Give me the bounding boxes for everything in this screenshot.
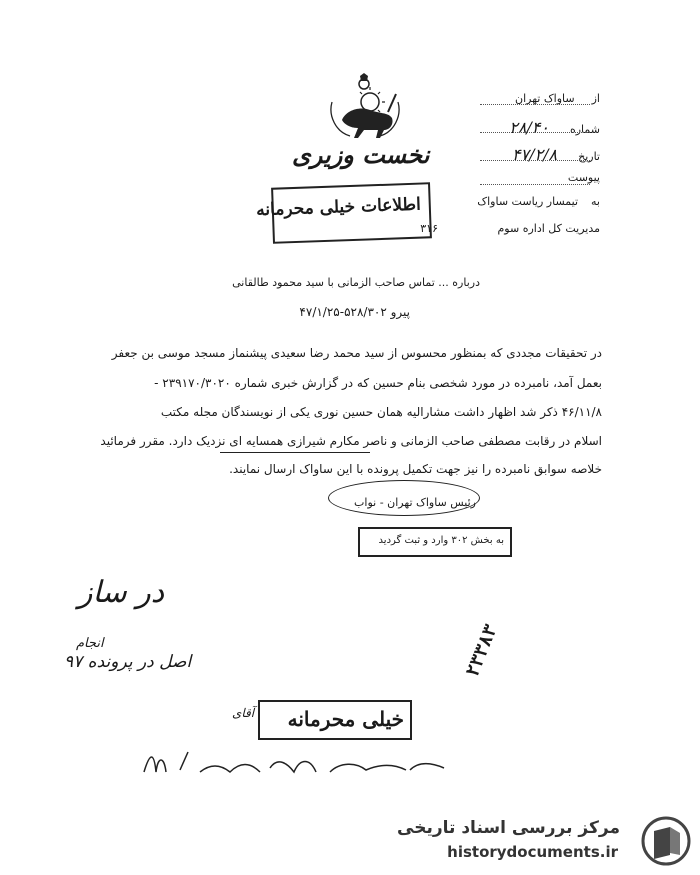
from-value: ساواک تهران [515, 92, 575, 105]
date-value: ۴۷/۲/۸ [511, 145, 558, 164]
side-number: ۲۳۳۸۳ [462, 621, 502, 680]
from-label: از [591, 92, 600, 105]
number-dotted-line [480, 132, 590, 133]
dept-line: مدیریت کل اداره سوم [497, 222, 600, 235]
footer-url: historydocuments.ir [447, 843, 618, 861]
hand-note-small: انجام [76, 636, 104, 651]
typed-signature: رئیس ساواک تهران - نواب [354, 496, 476, 509]
classification-stamp [255, 182, 432, 244]
dept-code: ۳۱۶ [420, 222, 438, 235]
body-line-2: بعمل آمد، نامبرده در مورد شخصی بنام حسین که در گزارش خبری شماره ۲۳۹۱۷۰/۳۰۲۰ - [154, 376, 602, 390]
hand-note-label: آقای [232, 706, 255, 720]
number-row [509, 118, 600, 137]
date-label: تاریخ [578, 150, 600, 163]
bottom-stamp-text: خیلی محرمانه [287, 707, 404, 731]
subject-value: تماس صاحب الزمانی با سید محمود طالقانی [232, 276, 435, 289]
number-label: شماره [569, 123, 600, 136]
to-row [477, 195, 600, 208]
from-dotted-line [480, 104, 590, 105]
attachment-label: پیوست [567, 171, 600, 184]
history-documents-logo-icon [640, 815, 692, 867]
footer-title: مرکز بررسی اسناد تاریخی [397, 818, 620, 838]
body-line-3: ۴۶/۱۱/۸ ذکر شد اظهار داشت مشارالیه همان حسین نوری یکی از نویسندگان مجله مکتب [160, 405, 602, 419]
hand-note-top: در ساز [78, 575, 165, 610]
attachment-dotted-line [480, 184, 590, 185]
subject-label: درباره [452, 276, 480, 289]
received-stamp [358, 527, 512, 557]
body-line-1: در تحقیقات مجددی که بمنظور محسوس از سید محمد رضا سعیدی پیشنماز مسجد موسی بن جعفر [111, 346, 602, 360]
underline-mark [220, 452, 370, 453]
to-value: تیمسار ریاست ساواک [477, 195, 579, 208]
body-line-5: خلاصه سوابق نامبرده را نیز جهت تکمیل پرونده با این ساواک ارسال نمایند. [229, 462, 602, 476]
subject-row: درباره ... تماس صاحب الزمانی با سید محمود طالقانی [232, 276, 480, 289]
body-line-4: اسلام در رقابت مصطفی صاحب الزمانی و ناصر مکارم شیرازی همسایه ای نزدیک دارد. مقرر فرمائید [100, 434, 602, 448]
to-label: به [591, 195, 600, 208]
classification-stamp-text: اطلاعات خیلی محرمانه [255, 194, 422, 221]
date-dotted-line [480, 160, 590, 161]
handwritten-signature [140, 742, 460, 782]
number-value: ۲۸/۴۰ [509, 118, 549, 137]
received-stamp-text: به بخش ۳۰۲ وارد و ثبت گردید [378, 535, 504, 546]
ministry-title: نخست وزیری [292, 140, 430, 169]
hand-note-file: اصل در پرونده ۹۷ [64, 652, 192, 672]
bottom-classification-stamp [258, 700, 412, 740]
reference-number: پیرو ۵۲۸/۳۰۲-۴۷/۱/۲۵ [299, 305, 410, 319]
date-row [512, 145, 600, 164]
